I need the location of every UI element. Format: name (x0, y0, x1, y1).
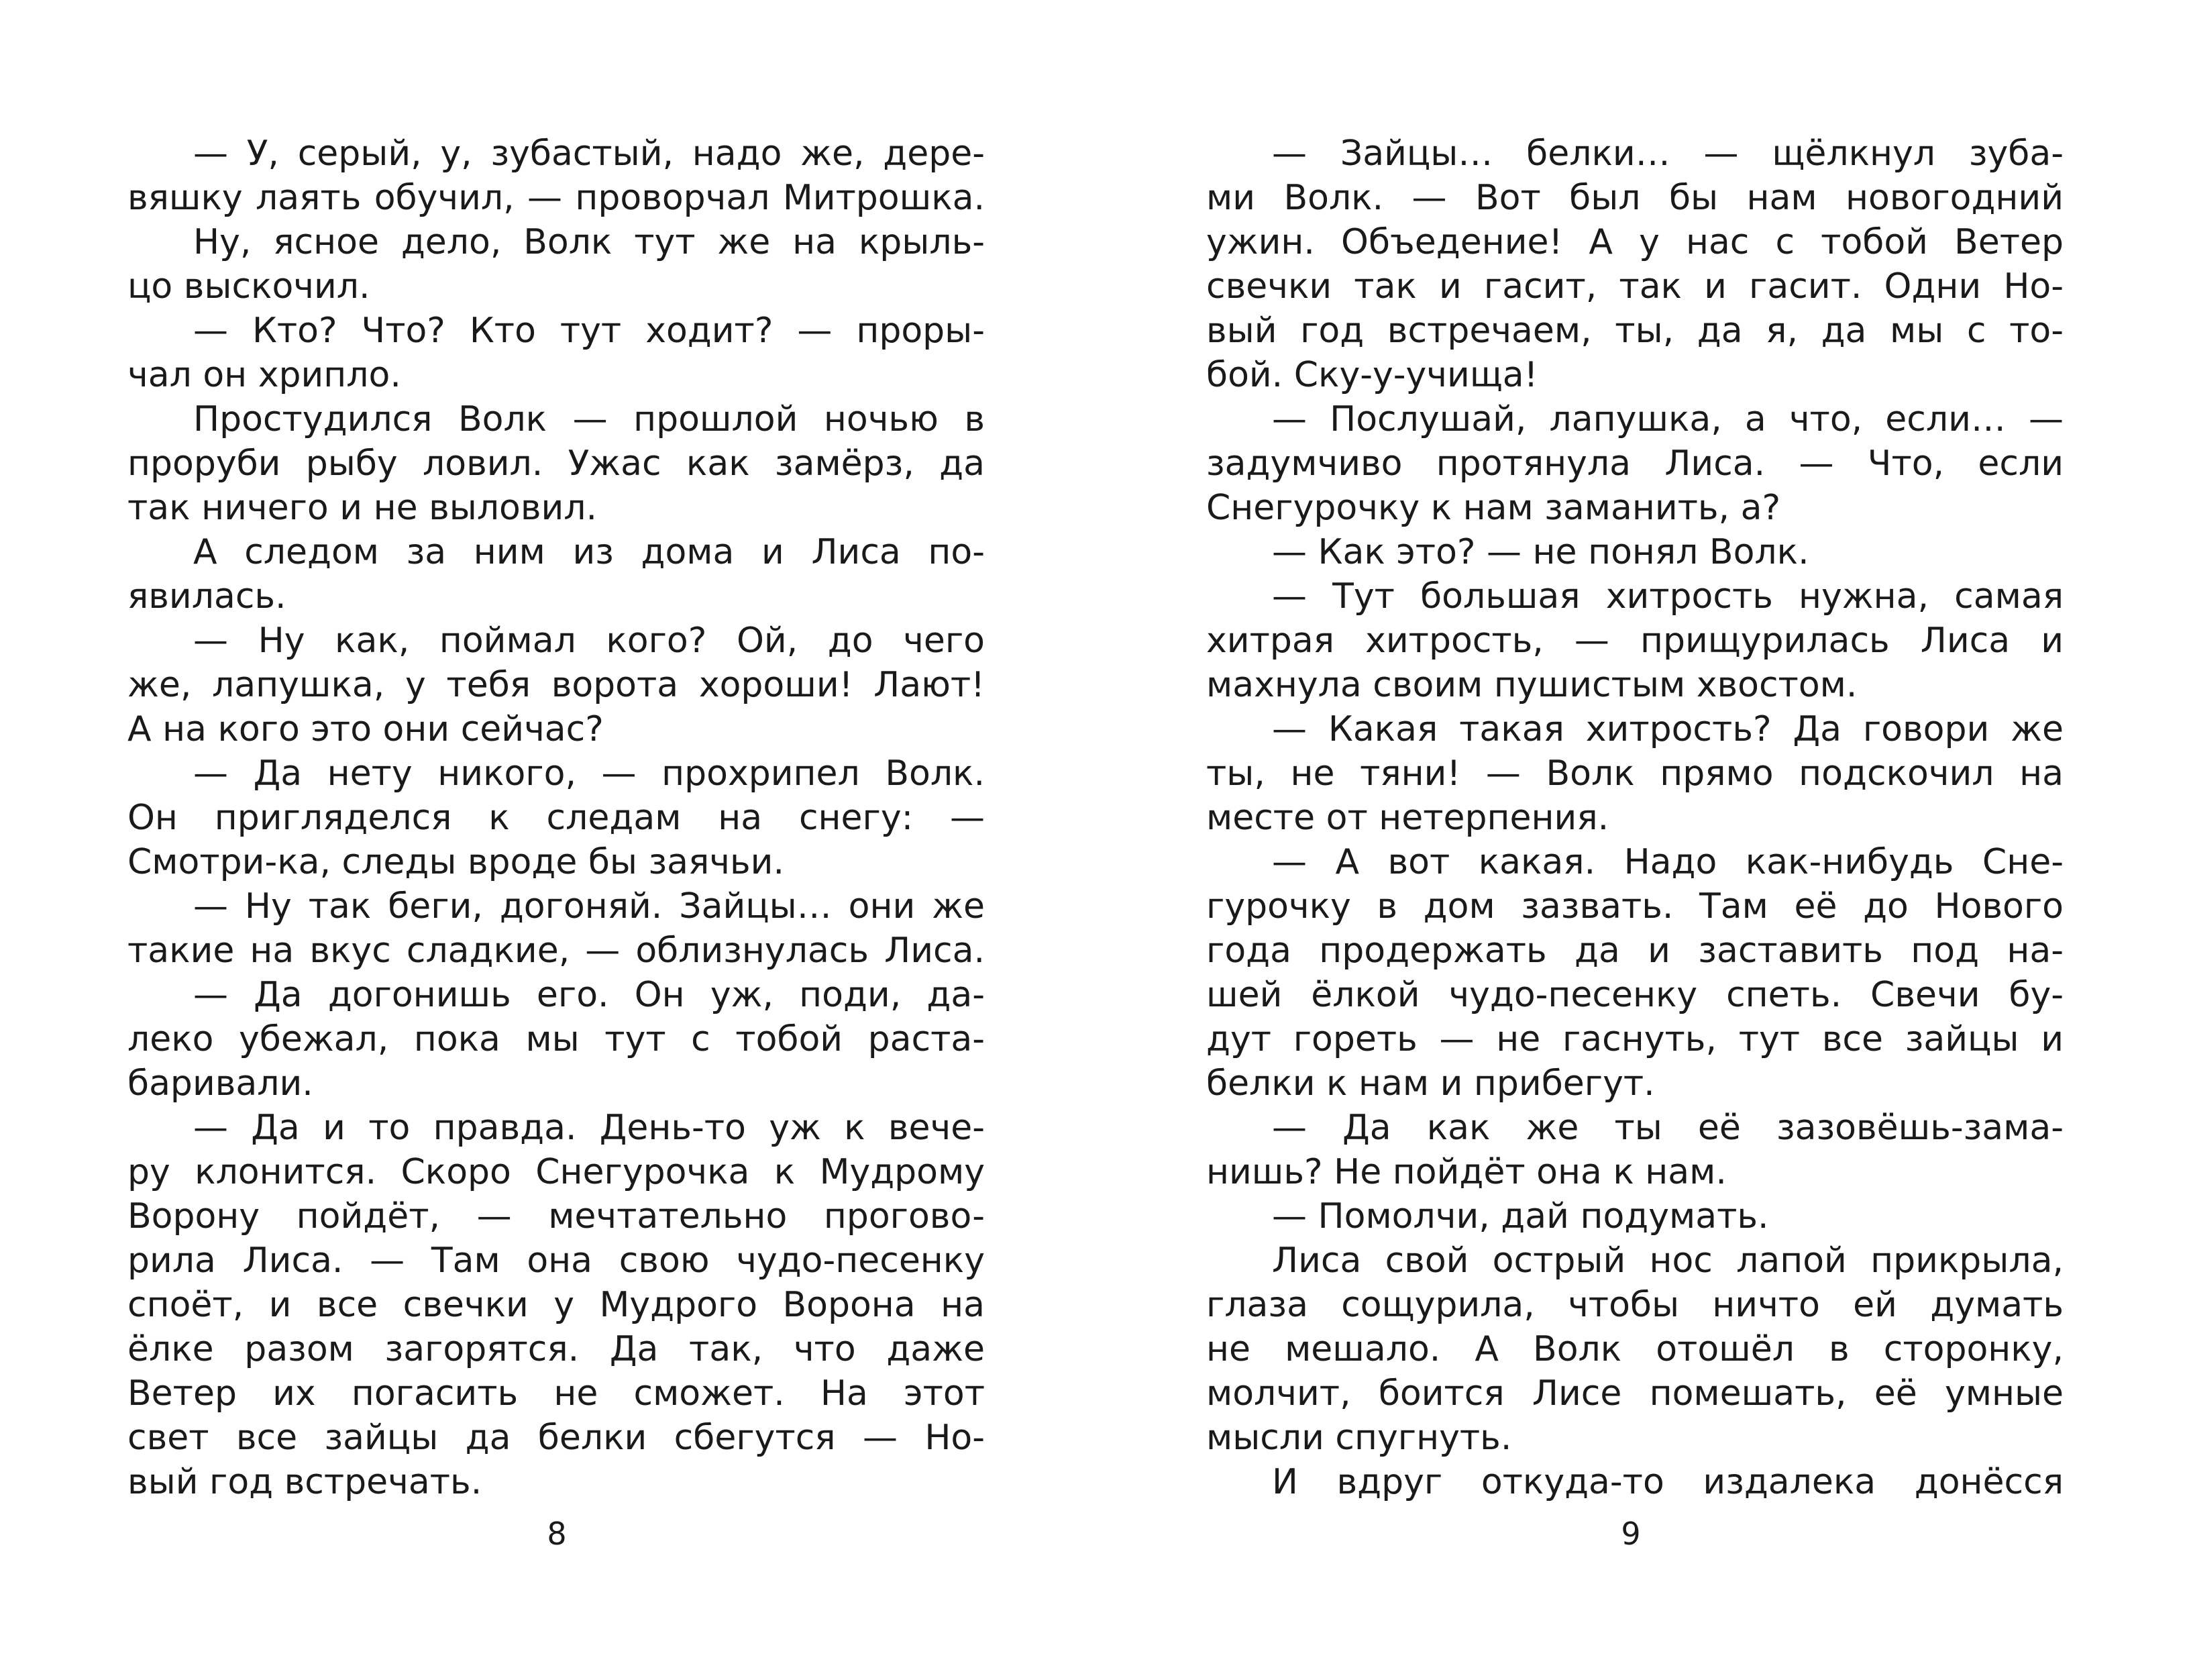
text-line: махнула своим пушистым хвостом. (1206, 665, 1858, 705)
text-line: — Тут большая хитрость нужна, самая (1272, 576, 2064, 617)
text-line: Ворону пойдёт, — мечтательно проговo- (127, 1196, 985, 1237)
text-line: — Помолчи, дай подумать. (1272, 1196, 1769, 1237)
left-page-text (127, 132, 985, 1504)
right-page (1094, 0, 2187, 1680)
text-line: ты, не тяни! — Волк прямо подскочил на (1206, 753, 2064, 794)
text-line: свет все зайцы да белки сбегутся — Но- (127, 1418, 985, 1458)
text-line: хитрая хитрость, — прищурилась Лиса и (1206, 621, 2064, 661)
text-line: такие на вкус сладкие, — облизнулась Лиса. (127, 931, 985, 971)
text-line: ёлке разом загорятся. Да так, что даже (127, 1329, 985, 1369)
text-line: Простудился Волк — прошлой ночью в (193, 399, 985, 439)
text-line: дут гореть — не гаснуть, тут все зайцы и (1206, 1019, 2064, 1059)
text-line: баривали. (127, 1063, 313, 1104)
text-line: — Да нету никого, — прохрипел Волк. (193, 753, 985, 794)
text-line: — Ну как, поймал кого? Ой, до чего (193, 621, 985, 661)
text-line: явилась. (127, 576, 286, 617)
text-line: споёт, и все свечки у Мудрого Ворона на (127, 1285, 985, 1325)
text-line: вый год встречаем, ты, да я, да мы с то- (1206, 311, 2064, 351)
text-line: рила Лиса. — Там она свою чудо-песенку (127, 1241, 985, 1281)
text-line: ми Волк. — Вот был бы нам новогодний (1206, 178, 2064, 218)
text-line: ру клонится. Скоро Снегурочка к Мудрому (127, 1152, 985, 1192)
text-line: — Какая такая хитрость? Да говори же (1272, 709, 2064, 749)
text-line: — Да и то правда. День-то уж к вече- (193, 1108, 985, 1148)
text-line: Лиса свой острый нос лапой прикрыла, (1272, 1241, 2064, 1281)
text-line: задумчиво протянула Лиса. — Что, если (1206, 443, 2064, 484)
text-line: ужин. Объедение! А у нас с тобой Ветер (1206, 222, 2064, 262)
text-line: свечки так и гасит, так и гасит. Одни Но- (1206, 266, 2064, 307)
text-line: вый год встречать. (127, 1462, 482, 1502)
text-line: месте от нетерпения. (1206, 798, 1609, 838)
text-line: — А вот какая. Надо как-нибудь Сне- (1272, 842, 2064, 882)
text-line: гурочку в дом зазвать. Там её до Нового (1206, 886, 2064, 927)
text-line: — Да как же ты её зазовёшь-зама- (1272, 1108, 2064, 1148)
text-line: А на кого это они сейчас? (127, 709, 604, 749)
text-line: шей ёлкой чудо-песенку спеть. Свечи бу- (1206, 975, 2064, 1015)
text-line: проруби рыбу ловил. Ужас как замёрз, да (127, 443, 985, 484)
text-line: И вдруг откуда-то издалека донёсся (1272, 1462, 2064, 1502)
text-line: глаза сощурила, чтобы ничто ей думать (1206, 1285, 2064, 1325)
text-line: Ну, ясное дело, Волк тут же на крыль- (193, 222, 985, 262)
page-number: 9 (1621, 1516, 1641, 1552)
text-line: вяшку лаять обучил, — проворчал Митрошка. (127, 178, 985, 218)
text-line: цо выскочил. (127, 266, 370, 307)
text-line: — Зайцы… белки… — щёлкнул зуба- (1272, 134, 2064, 174)
text-line: молчит, боится Лисе помешать, её умные (1206, 1373, 2064, 1414)
text-line: мысли спугнуть. (1206, 1418, 1512, 1458)
text-line: Снегурочку к нам заманить, а? (1206, 488, 1781, 528)
text-line: — Кто? Что? Кто тут ходит? — проры- (193, 311, 985, 351)
text-line: — Как это? — не понял Волк. (1272, 532, 1809, 572)
text-line: бой. Ску-у-учища! (1206, 355, 1538, 395)
text-line: белки к нам и прибегут. (1206, 1063, 1655, 1104)
text-line: леко убежал, пока мы тут с тобой раста- (127, 1019, 985, 1059)
text-line: — Да догонишь его. Он уж, поди, да- (193, 975, 985, 1015)
text-line: Смотри-ка, следы вроде бы заячьи. (127, 842, 784, 882)
text-line: Ветер их погасить не сможет. На этот (127, 1373, 985, 1414)
text-line: — Ну так беги, догоняй. Зайцы… они же (193, 886, 985, 927)
page-number: 8 (547, 1516, 567, 1552)
text-line: — У, серый, у, зубастый, надо же, дере- (193, 134, 985, 174)
text-line: — Послушай, лапушка, а что, если… — (1272, 399, 2064, 439)
text-line: же, лапушка, у тебя ворота хороши! Лают! (127, 665, 985, 705)
text-line: А следом за ним из дома и Лиса по- (193, 532, 985, 572)
text-line: нишь? Не пойдёт она к нам. (1206, 1152, 1727, 1192)
text-line: чал он хрипло. (127, 355, 401, 395)
text-line: Он пригляделся к следам на снегу: — (127, 798, 985, 838)
right-page-text (1206, 132, 2064, 1504)
text-line: не мешало. А Волк отошёл в сторонку, (1206, 1329, 2064, 1369)
text-line: так ничего и не выловил. (127, 488, 598, 528)
text-line: года продержать да и заставить под на- (1206, 931, 2064, 971)
